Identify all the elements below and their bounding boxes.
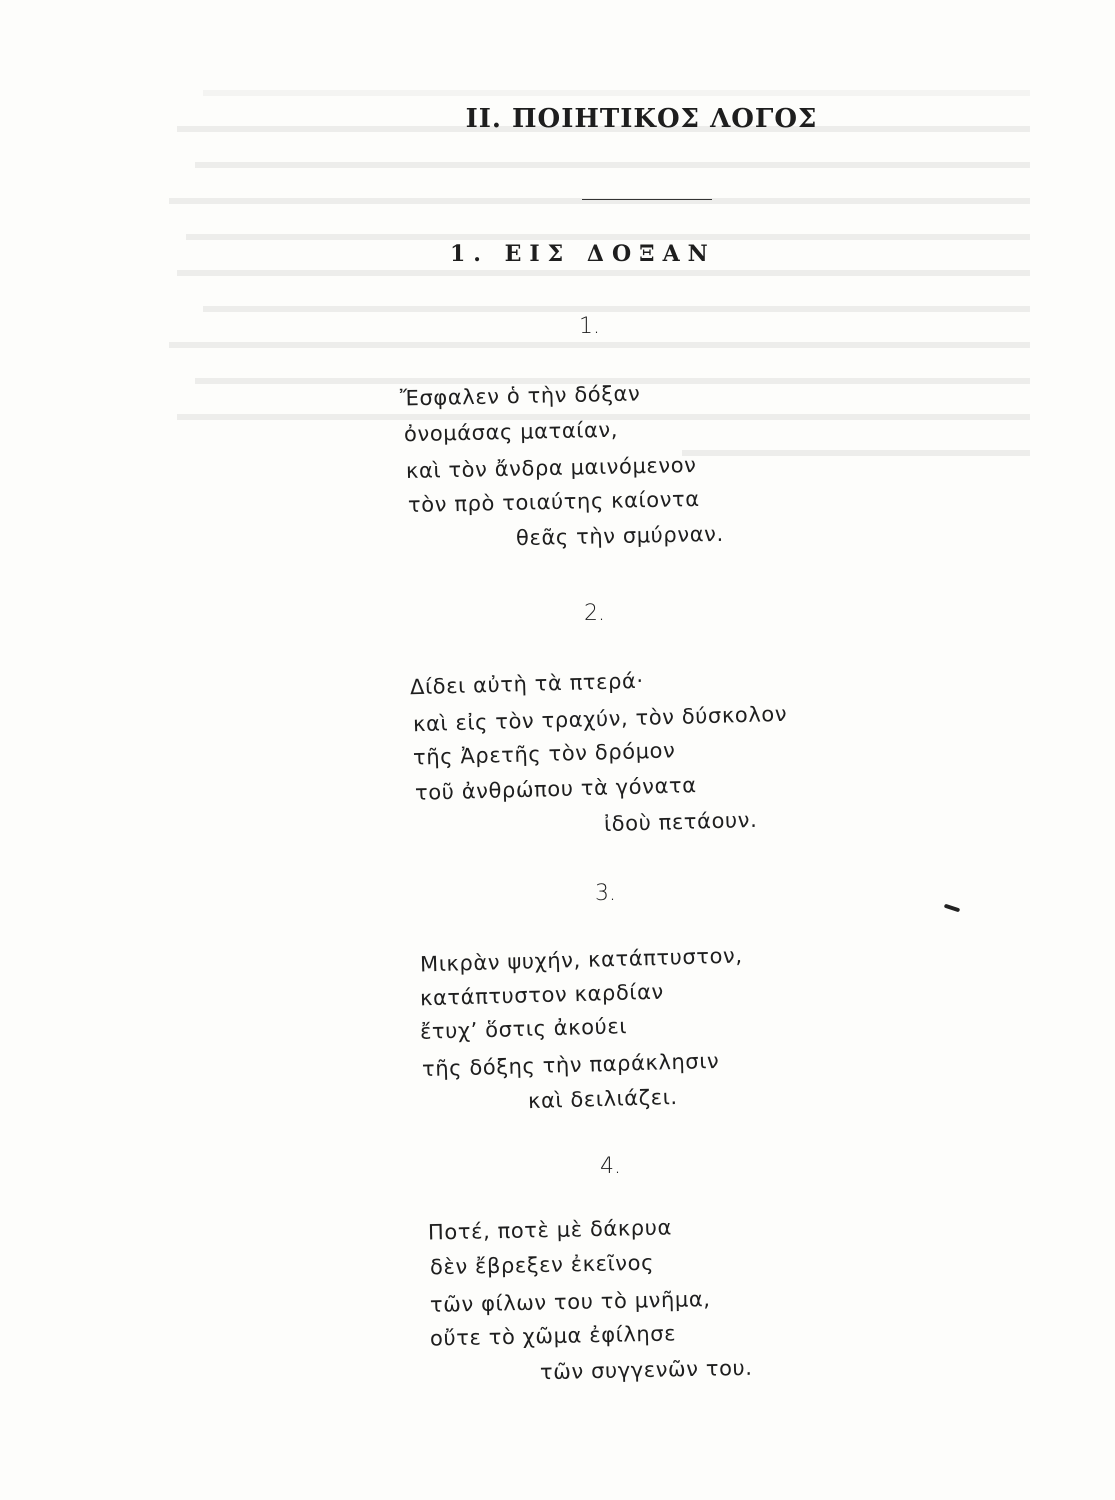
stanza-2-line-2: καὶ εἰς τὸν τραχύν, τὸν δύσκολον — [412, 701, 788, 737]
ink-speck — [944, 904, 960, 913]
stanza-1-line-1: Ἔσφαλεν ὁ τὴν δόξαν — [399, 381, 641, 411]
stanza-1-line-2: ὀνομάσας ματαίαν, — [403, 417, 619, 447]
stanza-2-line-5: ἰδοὺ πετάουν. — [603, 807, 758, 837]
heading-divider — [582, 199, 712, 200]
stanza-3-line-4: τῆς δόξης τὴν παράκλησιν — [421, 1048, 720, 1082]
stanza-4-line-3: τῶν φίλων του τὸ μνῆμα, — [429, 1287, 711, 1317]
stanza-2-line-4: τοῦ ἀνθρώπου τὰ γόνατα — [414, 773, 697, 805]
stanza-4-line-5: τῶν συγγενῶν του. — [539, 1355, 753, 1385]
stanza-3-line-1: Μικρὰν ψυχήν, κατάπτυστον, — [419, 943, 743, 977]
stanza-2-line-3: τῆς Ἀρετῆς τὸν δρόμον — [412, 738, 676, 770]
stanza-4-line-4: οὔτε τὸ χῶμα ἐφίλησε — [429, 1321, 677, 1351]
stanza-4-line-2: δὲν ἔβρεξεν ἐκεῖνος — [429, 1250, 655, 1280]
stanza-3-line-2: κατάπτυστον καρδίαν — [419, 979, 665, 1011]
stanza-3-line-5: καὶ δειλιάζει. — [527, 1084, 678, 1114]
stanza-4-line-1: Ποτέ, ποτὲ μὲ δάκρυα — [427, 1215, 673, 1245]
stanza-1-line-5: θεᾶς τὴν σμύρναν. — [515, 521, 724, 551]
stanza-3-line-3: ἔτυχ’ ὅστις ἀκούει — [419, 1014, 628, 1044]
section-heading: ΙΙ. ΠΟΙΗΤΙΚΟΣ ΛΟΓΟΣ — [465, 104, 818, 134]
stanza-1-line-4: τὸν πρὸ τοιαύτης καίοντα — [407, 486, 700, 518]
stanza-number-1: 1. — [579, 314, 600, 339]
stanza-number-3: 3. — [595, 881, 616, 906]
poem-title: 1. ΕΙΣ ΔΟΞΑΝ — [450, 241, 716, 267]
stanza-number-4: 4. — [600, 1154, 621, 1179]
stanza-2-line-1: Δίδει αὐτὴ τὰ πτερά· — [409, 668, 645, 700]
stanza-1-line-3: καὶ τὸν ἄνδρα μαινόμενον — [405, 452, 697, 484]
stanza-number-2: 2. — [584, 601, 605, 626]
